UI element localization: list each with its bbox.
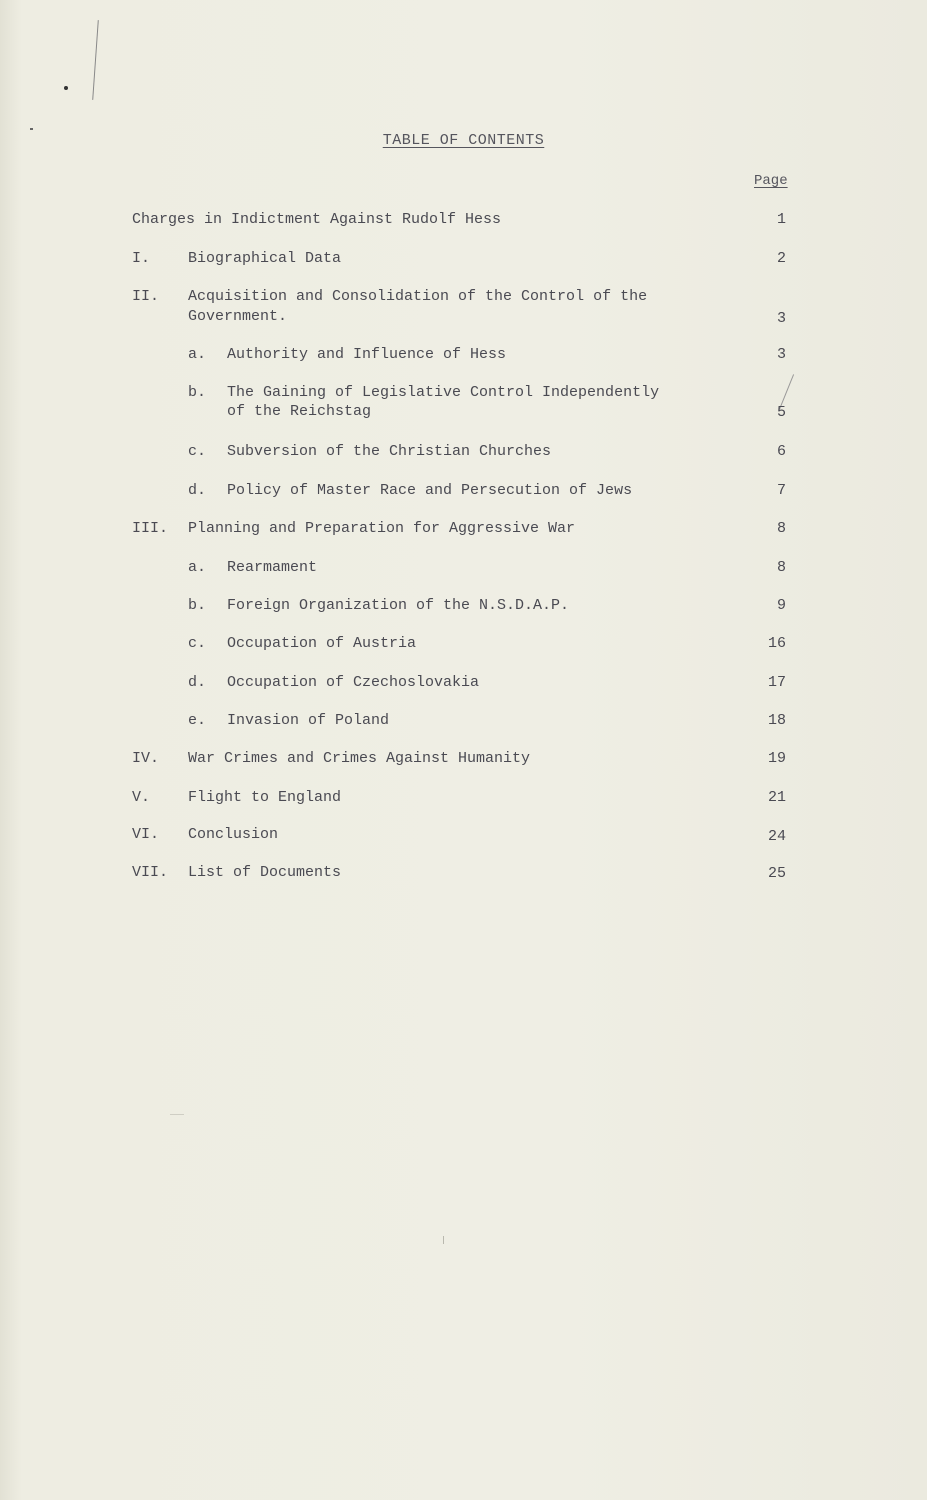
toc-entry-number: III. — [132, 520, 169, 537]
page-column-header: Page — [754, 173, 788, 189]
toc-entry-page: 3 — [776, 310, 786, 327]
toc-entry-number: II. — [132, 288, 160, 305]
toc-entry-text: War Crimes and Crimes Against Humanity — [188, 750, 531, 767]
toc-entry-letter: b. — [188, 597, 207, 614]
paper-mark-faint — [443, 1236, 444, 1244]
toc-entry-page: 5 — [776, 404, 786, 421]
toc-entry-text: Authority and Influence of Hess — [227, 346, 507, 363]
toc-entry-page: 9 — [776, 597, 786, 614]
toc-entry-letter: d. — [188, 482, 207, 499]
toc-entry-letter: c. — [188, 635, 207, 652]
toc-entry-letter: b. — [188, 384, 207, 401]
toc-entry-page: 19 — [767, 750, 786, 767]
toc-entry-text: List of Documents — [188, 864, 342, 881]
toc-entry-text: Policy of Master Race and Persecution of Jews — [227, 482, 633, 499]
toc-entry-page: 2 — [776, 250, 786, 267]
toc-entry-text: Biographical Data — [188, 250, 342, 267]
toc-entry-text-line1: The Gaining of Legislative Control Independently — [227, 384, 660, 401]
paper-mark-faint — [170, 1114, 184, 1115]
toc-entry-letter: d. — [188, 674, 207, 691]
toc-entry-number: V. — [132, 789, 151, 806]
toc-entry-page: 8 — [776, 520, 786, 537]
toc-entry-text: Invasion of Poland — [227, 712, 390, 729]
toc-entry-text: Conclusion — [188, 826, 279, 843]
toc-entry-text-line2: Government. — [188, 308, 288, 325]
paper-mark-dot-small — [30, 128, 33, 130]
toc-entry-text: Rearmament — [227, 559, 318, 576]
toc-entry-number: VII. — [132, 864, 169, 881]
document-title: TABLE OF CONTENTS — [382, 132, 545, 149]
toc-entry-letter: a. — [188, 346, 207, 363]
toc-entry-page: 21 — [767, 789, 786, 806]
toc-entry-text: Subversion of the Christian Churches — [227, 443, 552, 460]
toc-entry-letter: e. — [188, 712, 207, 729]
toc-entry-number: VI. — [132, 826, 160, 843]
toc-entry-letter: c. — [188, 443, 207, 460]
paper-mark-line — [92, 20, 99, 100]
toc-entry-page: 3 — [776, 346, 786, 363]
toc-entry-page: 7 — [776, 482, 786, 499]
toc-entry-letter: a. — [188, 559, 207, 576]
toc-entry-text: Flight to England — [188, 789, 342, 806]
toc-entry-text: Occupation of Austria — [227, 635, 417, 652]
toc-entry-text: Planning and Preparation for Aggressive War — [188, 520, 576, 537]
toc-entry-text-line2: of the Reichstag — [227, 403, 372, 420]
toc-entry-page: 24 — [767, 828, 786, 845]
toc-entry-text: Foreign Organization of the N.S.D.A.P. — [227, 597, 570, 614]
toc-entry-number: IV. — [132, 750, 160, 767]
toc-entry-number: I. — [132, 250, 151, 267]
toc-entry-page: 1 — [776, 211, 786, 228]
toc-entry-page: 17 — [767, 674, 786, 691]
toc-entry-page: 8 — [776, 559, 786, 576]
toc-entry-page: 18 — [767, 712, 786, 729]
toc-entry-text: Occupation of Czechoslovakia — [227, 674, 480, 691]
toc-entry-text: Charges in Indictment Against Rudolf Hess — [132, 211, 502, 228]
toc-entry-page: 16 — [767, 635, 786, 652]
paper-mark-dot — [64, 86, 68, 90]
toc-entry-page: 6 — [776, 443, 786, 460]
toc-entry-text-line1: Acquisition and Consolidation of the Control of the — [188, 288, 648, 305]
toc-entry-page: 25 — [767, 865, 786, 882]
